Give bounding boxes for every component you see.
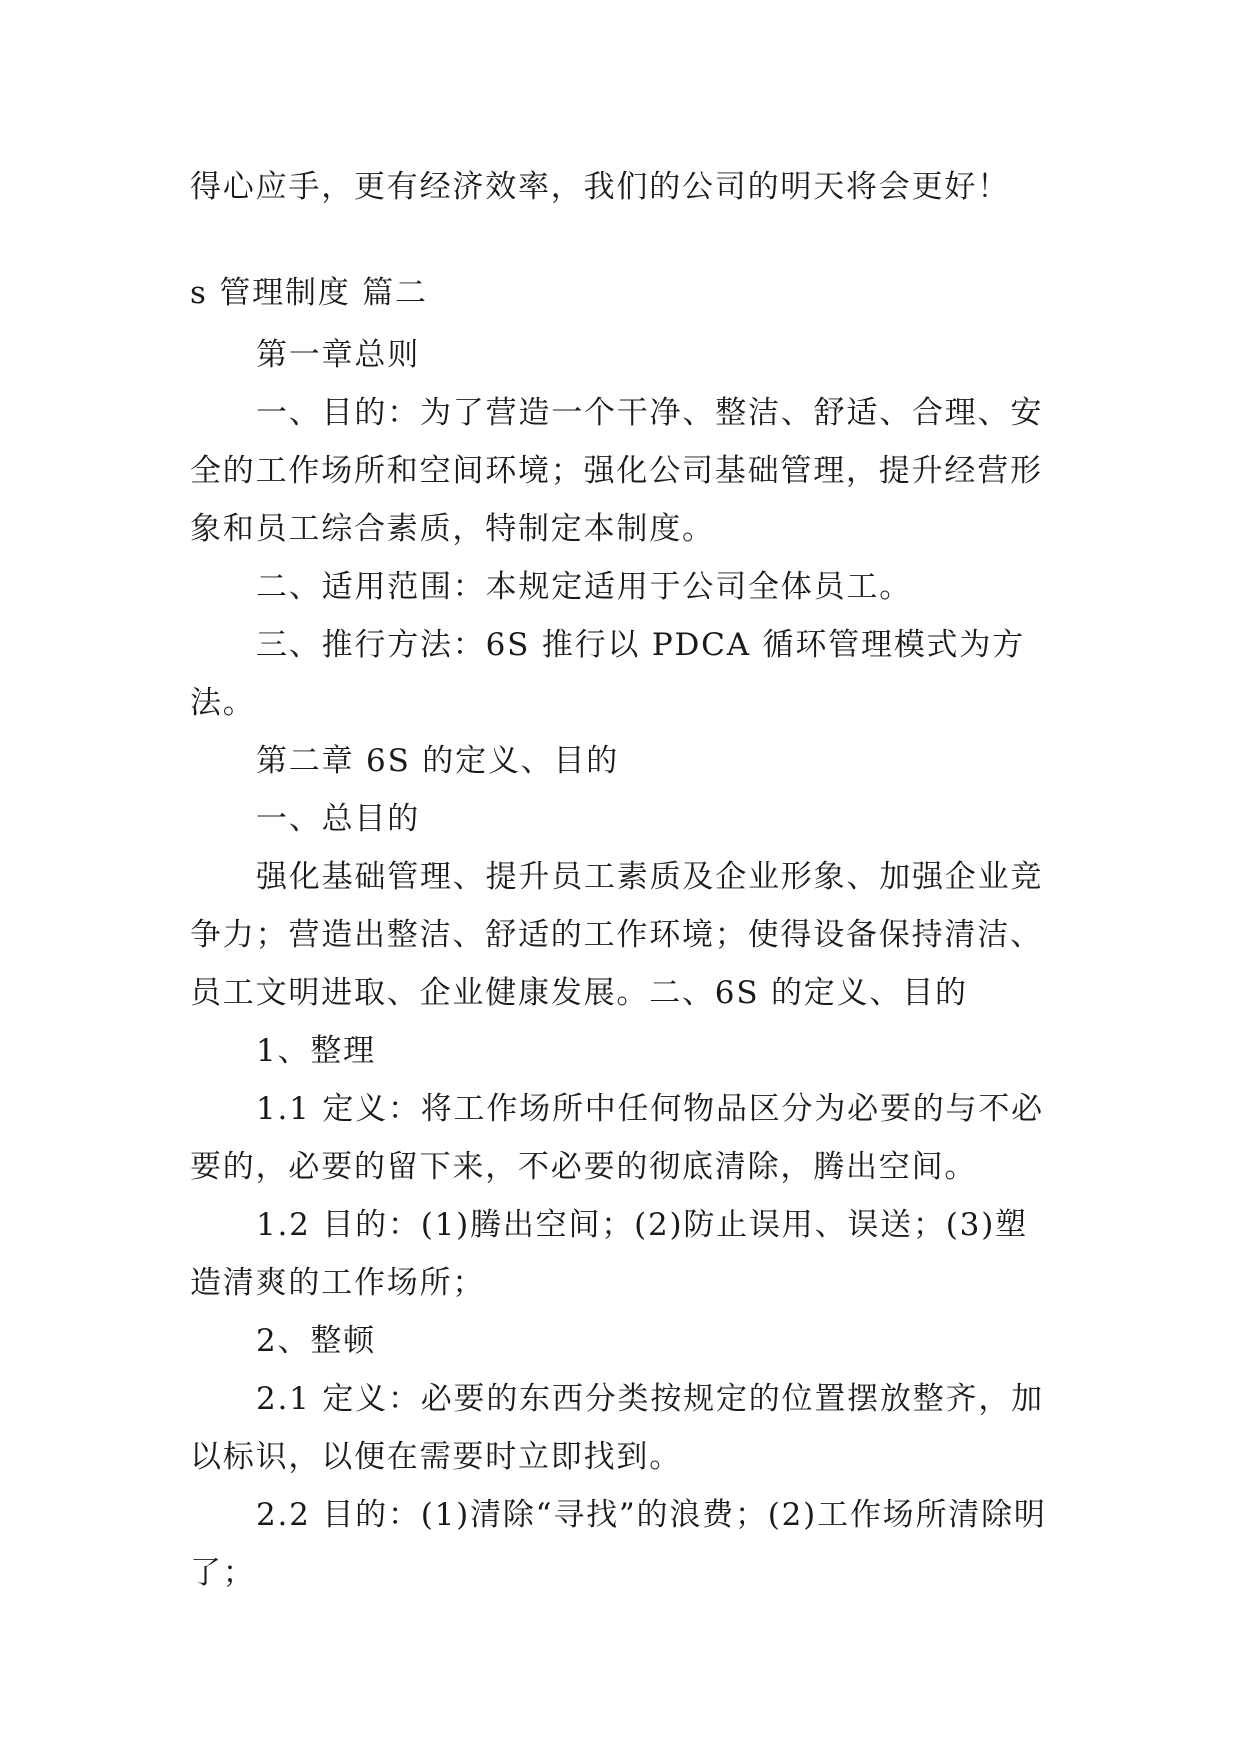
chapter-heading: 第一章总则	[256, 337, 420, 373]
closing-paragraph: 得心应手，更有经济效率，我们的公司的明天将会更好！	[190, 169, 1010, 205]
subheading: 一、总目的	[256, 801, 420, 837]
paragraph-definition: 1.1 定义：将工作场所中任何物品区分为必要的与不必要的，必要的留下来，不必要的彻底清除，腾出空间。	[190, 1091, 1044, 1185]
subheading: 1、整理	[256, 1033, 376, 1069]
paragraph-definition: 2.1 定义：必要的东西分类按规定的位置摆放整齐，加以标识，以便在需要时立即找到。	[190, 1381, 1044, 1475]
paragraph-purpose-list: 1.2 目的：(1)腾出空间；(2)防止误用、误送；(3)塑造清爽的工作场所；	[190, 1207, 1028, 1301]
paragraph-overall-purpose: 强化基础管理、提升员工素质及企业形象、加强企业竞争力；营造出整洁、舒适的工作环境；使得设备保持清洁、员工文明进取、企业健康发展。二、6S 的定义、目的	[190, 859, 1044, 1011]
section-title: s 管理制度 篇二	[190, 275, 428, 311]
paragraph-purpose-list: 2.2 目的：(1)清除“寻找”的浪费；(2)工作场所清除明了；	[190, 1497, 1047, 1591]
paragraph-purpose: 一、目的：为了营造一个干净、整洁、舒适、合理、安全的工作场所和空间环境；强化公司基础管理，提升经营形象和员工综合素质，特制定本制度。	[190, 395, 1044, 547]
subheading: 2、整顿	[256, 1323, 376, 1359]
document-body	[190, 158, 1060, 1602]
paragraph-method: 三、推行方法：6S 推行以 PDCA 循环管理模式为方法。	[190, 627, 1025, 721]
paragraph-scope: 二、适用范围：本规定适用于公司全体员工。	[256, 569, 912, 605]
chapter-heading: 第二章 6S 的定义、目的	[256, 743, 620, 779]
